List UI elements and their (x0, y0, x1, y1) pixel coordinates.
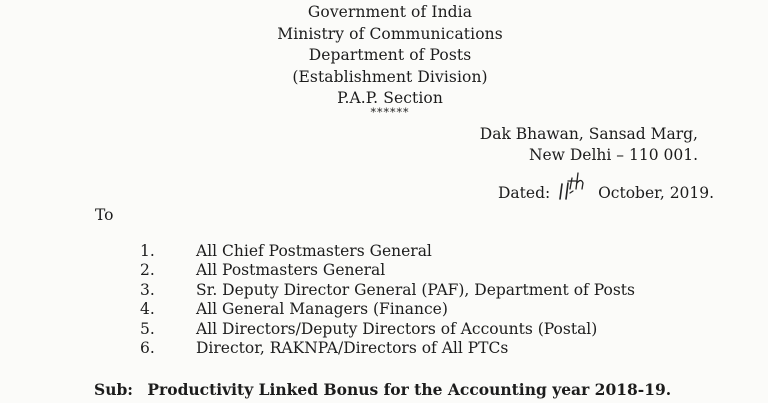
letterhead-stars: ****** (370, 105, 410, 119)
letterhead (240, 2, 540, 118)
address-line-2: New Delhi – 110 001. (528, 146, 698, 164)
handwritten-day (555, 180, 593, 202)
subject-line (94, 380, 671, 399)
list-item: 3. Sr. Deputy Director General (PAF), Department of Posts (140, 280, 635, 299)
list-item: 2. All Postmasters General (140, 261, 386, 280)
subject-label: Sub: (94, 380, 134, 399)
letterhead-division: (Establishment Division) (292, 67, 488, 86)
list-item: 1. All Chief Postmasters General (140, 242, 432, 260)
recipient-list (140, 242, 635, 358)
letterhead-section: P.A.P. Section (337, 89, 443, 107)
date-rest: October, 2019. (598, 184, 715, 202)
to-label: To (95, 206, 114, 224)
date-label: Dated: (498, 184, 551, 202)
handwritten-day-mark (557, 172, 593, 200)
date-line (498, 180, 714, 202)
letterhead-government: Government of India (307, 3, 473, 21)
list-item: 5. All Directors/Deputy Directors of Accounts (Postal) (140, 319, 598, 338)
list-item: 6. Director, RAKNPA/Directors of All PTCs (140, 339, 509, 358)
letterhead-department: Department of Posts (308, 46, 472, 64)
subject-text: Productivity Linked Bonus for the Accounting year 2018-19. (147, 380, 672, 399)
list-item: 4. All General Managers (Finance) (140, 300, 448, 319)
address-line-1: Dak Bhawan, Sansad Marg, (479, 125, 698, 143)
letterhead-ministry: Ministry of Communications (277, 24, 503, 43)
sender-address (480, 124, 698, 166)
